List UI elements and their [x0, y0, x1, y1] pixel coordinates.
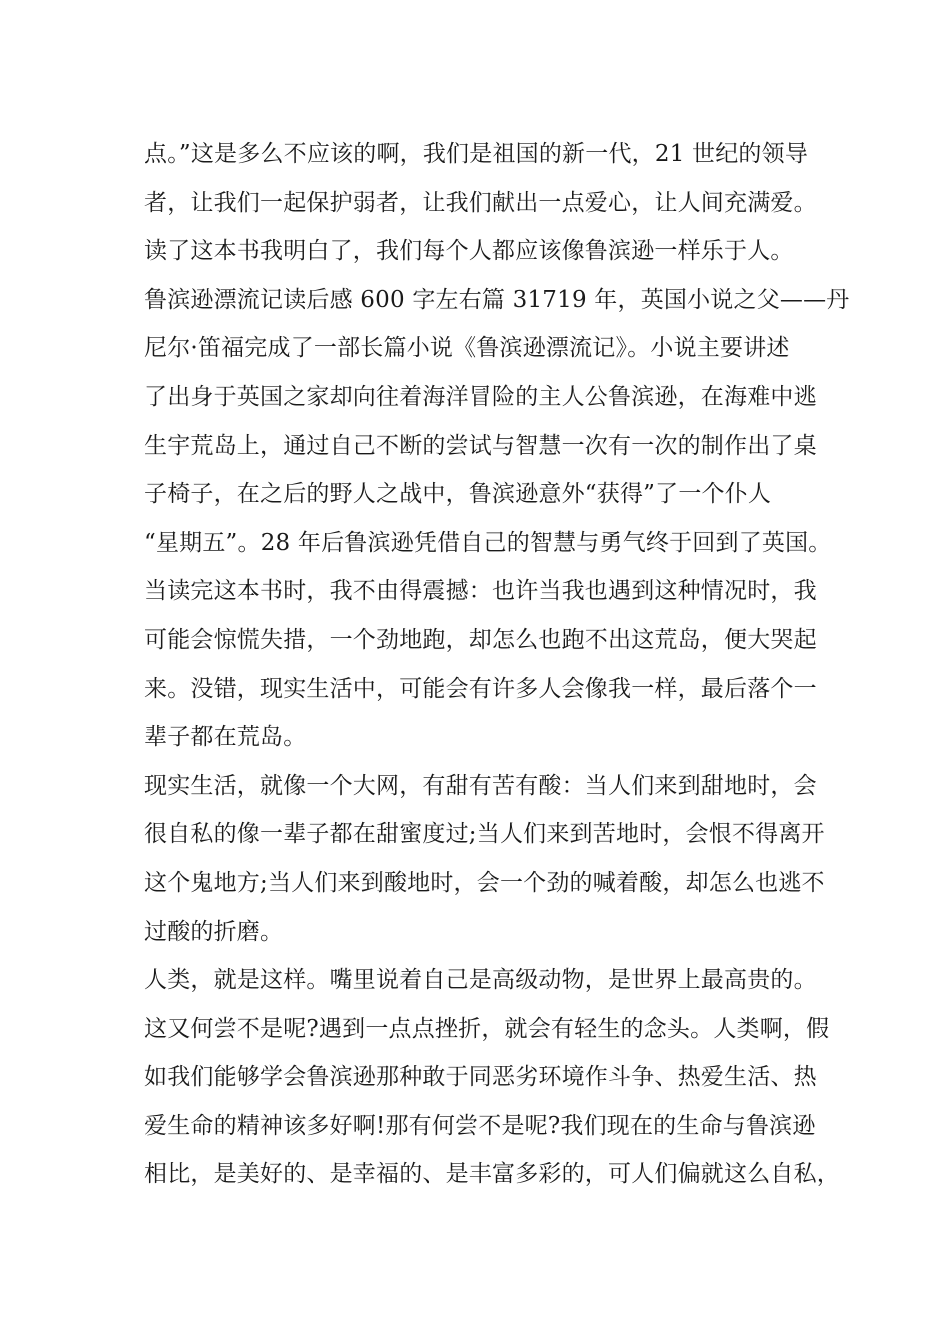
text-line: 相比，是美好的、是幸福的、是丰富多彩的，可人们偏就这么自私，: [144, 1161, 840, 1188]
text-line: 现实生活，就像一个大网，有甜有苦有酸：当人们来到甜地时，会: [144, 772, 817, 799]
document-body: [144, 130, 850, 1199]
text-line: 可能会惊慌失措，一个劲地跑，却怎么也跑不出这荒岛，便大哭起: [144, 626, 817, 653]
text-line: 爱生命的精神该多好啊!那有何尝不是呢?我们现在的生命与鲁滨逊: [144, 1112, 816, 1139]
text-line: 了出身于英国之家却向往着海洋冒险的主人公鲁滨逊，在海难中逃: [144, 383, 817, 410]
text-line: 读了这本书我明白了，我们每个人都应该像鲁滨逊一样乐于人。: [144, 238, 794, 265]
text-line: 这个鬼地方;当人们来到酸地时，会一个劲的喊着酸，却怎么也逃不: [144, 869, 825, 896]
text-line: 鲁滨逊漂流记读后感 600 字左右篇 31719 年，英国小说之父——丹: [144, 286, 850, 313]
text-line: 过酸的折磨。: [144, 918, 284, 945]
text-line: 人类，就是这样。嘴里说着自己是高级动物，是世界上最高贵的。: [144, 967, 817, 994]
text-line: 生宇荒岛上，通过自己不断的尝试与智慧一次有一次的制作出了桌: [144, 432, 817, 459]
text-line: 如我们能够学会鲁滨逊那种敢于同恶劣环境作斗争、热爱生活、热: [144, 1064, 817, 1091]
text-line: 辈子都在荒岛。: [144, 724, 307, 751]
text-line: “星期五”。28 年后鲁滨逊凭借自己的智慧与勇气终于回到了英国。: [144, 529, 832, 556]
text-line: 子椅子，在之后的野人之战中，鲁滨逊意外“获得”了一个仆人: [144, 481, 772, 508]
text-line: 来。没错，现实生活中，可能会有许多人会像我一样，最后落个一: [144, 675, 817, 702]
text-line: 尼尔·笛福完成了一部长篇小说《鲁滨逊漂流记》。小说主要讲述: [144, 335, 790, 362]
text-line: 这又何尝不是呢?遇到一点点挫折，就会有轻生的念头。人类啊，假: [144, 1015, 830, 1042]
text-line: 当读完这本书时，我不由得震撼：也许当我也遇到这种情况时，我: [144, 578, 817, 605]
text-line: 者，让我们一起保护弱者，让我们献出一点爱心，让人间充满爱。: [144, 189, 817, 216]
text-line: 点。”这是多么不应该的啊，我们是祖国的新一代，21 世纪的领导: [144, 141, 809, 167]
text-line: 很自私的像一辈子都在甜蜜度过;当人们来到苦地时，会恨不得离开: [144, 821, 825, 848]
